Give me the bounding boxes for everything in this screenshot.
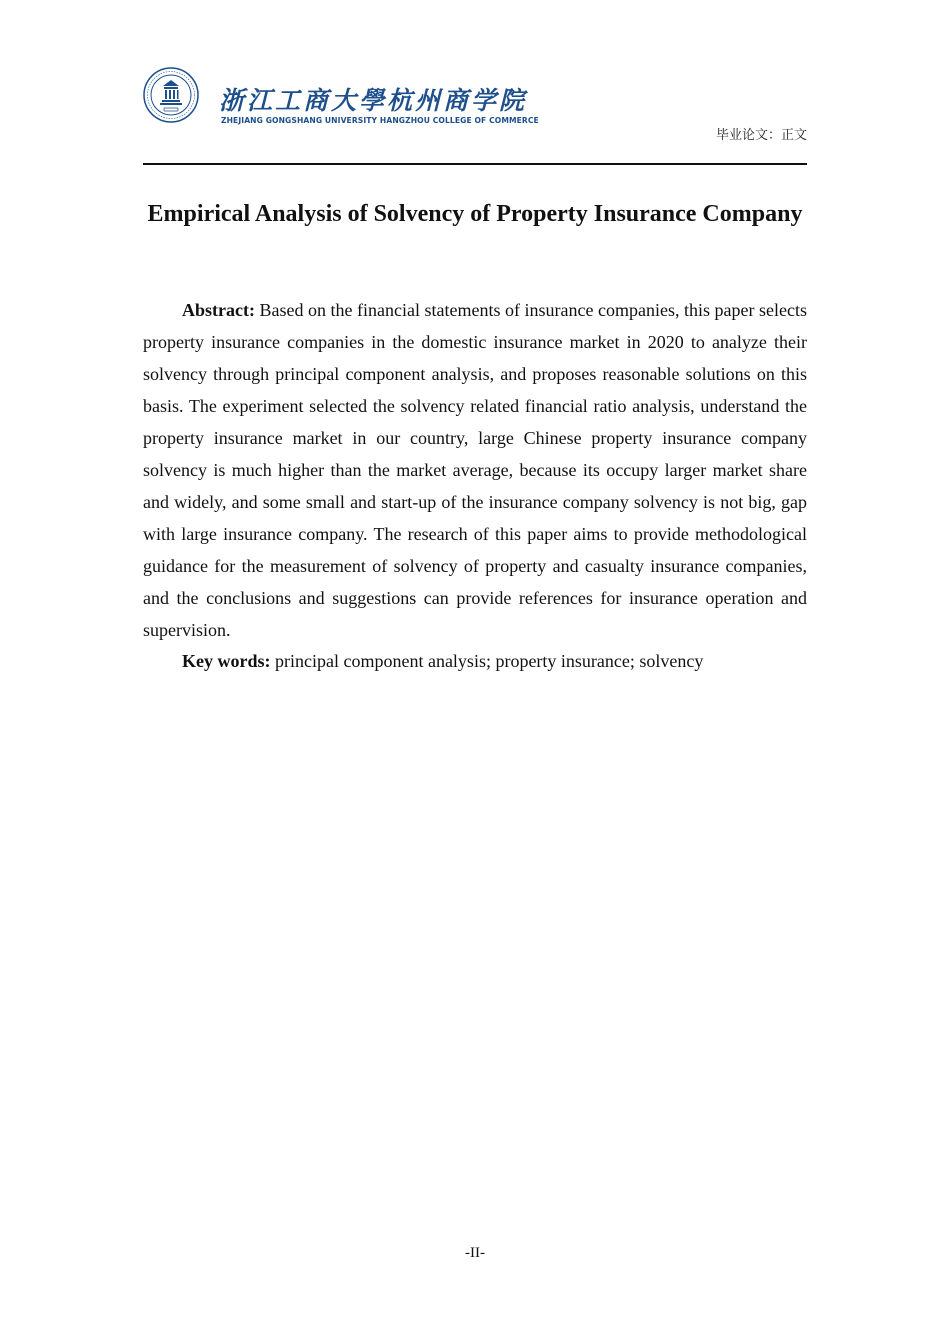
header-divider — [143, 163, 807, 165]
abstract-label: Abstract: — [182, 300, 255, 320]
abstract-text: Based on the financial statements of insurance companies, this paper selects property insurance companies in the domestic insurance market in 2020 to analyze their solvency through principal component analysis, and proposes reasonable solutions on this basis. The experiment selected the solvency related financial ratio analysis, understand the property insurance market in our country, large Chinese property insurance company solvency is much higher than the market average, because its occupy larger market share and widely, and some small and start-up of the insurance company solvency is not big, gap with large insurance company. The research of this paper aims to provide methodological guidance for the measurement of solvency of property and casualty insurance companies, and the conclusions and suggestions can provide references for insurance operation and supervision. — [143, 300, 808, 640]
abstract-paragraph — [143, 294, 807, 646]
university-logo-chinese: 浙江工商大學杭州商学院 — [219, 86, 528, 115]
page-number: -II- — [465, 1245, 485, 1261]
keywords-label: Key words: — [182, 651, 271, 671]
university-seal-icon — [143, 67, 199, 123]
keywords-paragraph — [143, 645, 807, 677]
page-header — [143, 64, 807, 164]
keywords-text: principal component analysis; property insurance; solvency — [275, 651, 704, 671]
paper-title: Empirical Analysis of Solvency of Property Insurance Company — [147, 201, 803, 227]
header-section-label: 毕业论文：正文 — [715, 128, 807, 143]
university-logo-english: ZHEJIANG GONGSHANG UNIVERSITY HANGZHOU COLLEGE OF COMMERCE — [221, 116, 539, 125]
